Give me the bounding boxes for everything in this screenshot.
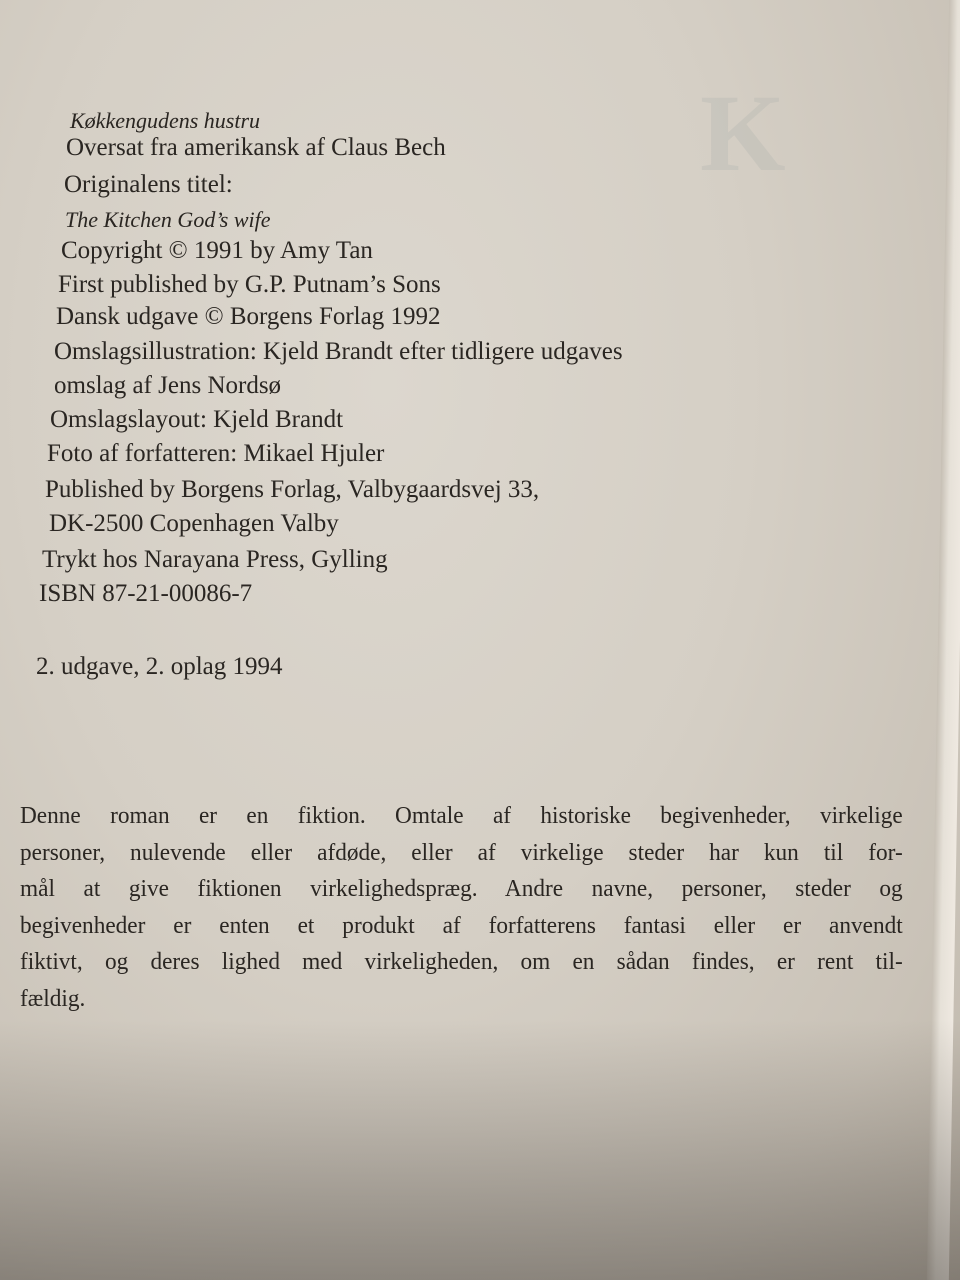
copyright-line: Copyright © 1991 by Amy Tan: [61, 237, 373, 264]
fiction-disclaimer: [20, 798, 903, 1017]
publisher-line-2: DK-2500 Copenhagen Valby: [49, 510, 339, 537]
cover-illustration-line-2: omslag af Jens Nordsø: [54, 372, 282, 399]
original-title: The Kitchen God’s wife: [65, 207, 271, 232]
author-photo-line: Foto af forfatteren: Mikael Hjuler: [47, 440, 385, 467]
cover-layout-line: Omslagslayout: Kjeld Brandt: [50, 406, 344, 433]
edition-line: 2. udgave, 2. oplag 1994: [36, 653, 283, 680]
bleed-through-text: K: [700, 72, 786, 194]
original-title-label: Originalens titel:: [64, 171, 233, 198]
first-published-line: First published by G.P. Putnam’s Sons: [58, 271, 441, 298]
photo-shadow: [0, 1020, 960, 1280]
printer-line: Trykt hos Narayana Press, Gylling: [42, 546, 388, 573]
publisher-line-1: Published by Borgens Forlag, Valbygaardsvej 33,: [45, 476, 540, 503]
danish-edition-line: Dansk udgave © Borgens Forlag 1992: [56, 303, 441, 330]
disclaimer-line: fældig.: [20, 985, 86, 1012]
disclaimer-line: fiktivt, og deres lighed med virkeligheden, om en sådan findes, er rent til-: [20, 949, 903, 975]
danish-title: Køkkengudens hustru: [70, 108, 261, 133]
isbn-line: ISBN 87-21-00086-7: [39, 580, 253, 607]
disclaimer-line: personer, nulevende eller afdøde, eller af virkelige steder har kun til for-: [20, 839, 903, 866]
disclaimer-line: Denne roman er en fiktion. Omtale af historiske begivenheder, virkelige: [20, 803, 903, 829]
disclaimer-line: mål at give fiktionen virkelighedspræg. Andre navne, personer, steder og: [20, 876, 903, 902]
cover-illustration-line-1: Omslagsillustration: Kjeld Brandt efter tidligere udgaves: [54, 338, 623, 365]
disclaimer-line: begivenheder er enten et produkt af forfatterens fantasi eller er anvendt: [20, 912, 903, 939]
translation-credit: Oversat fra amerikansk af Claus Bech: [66, 134, 446, 161]
